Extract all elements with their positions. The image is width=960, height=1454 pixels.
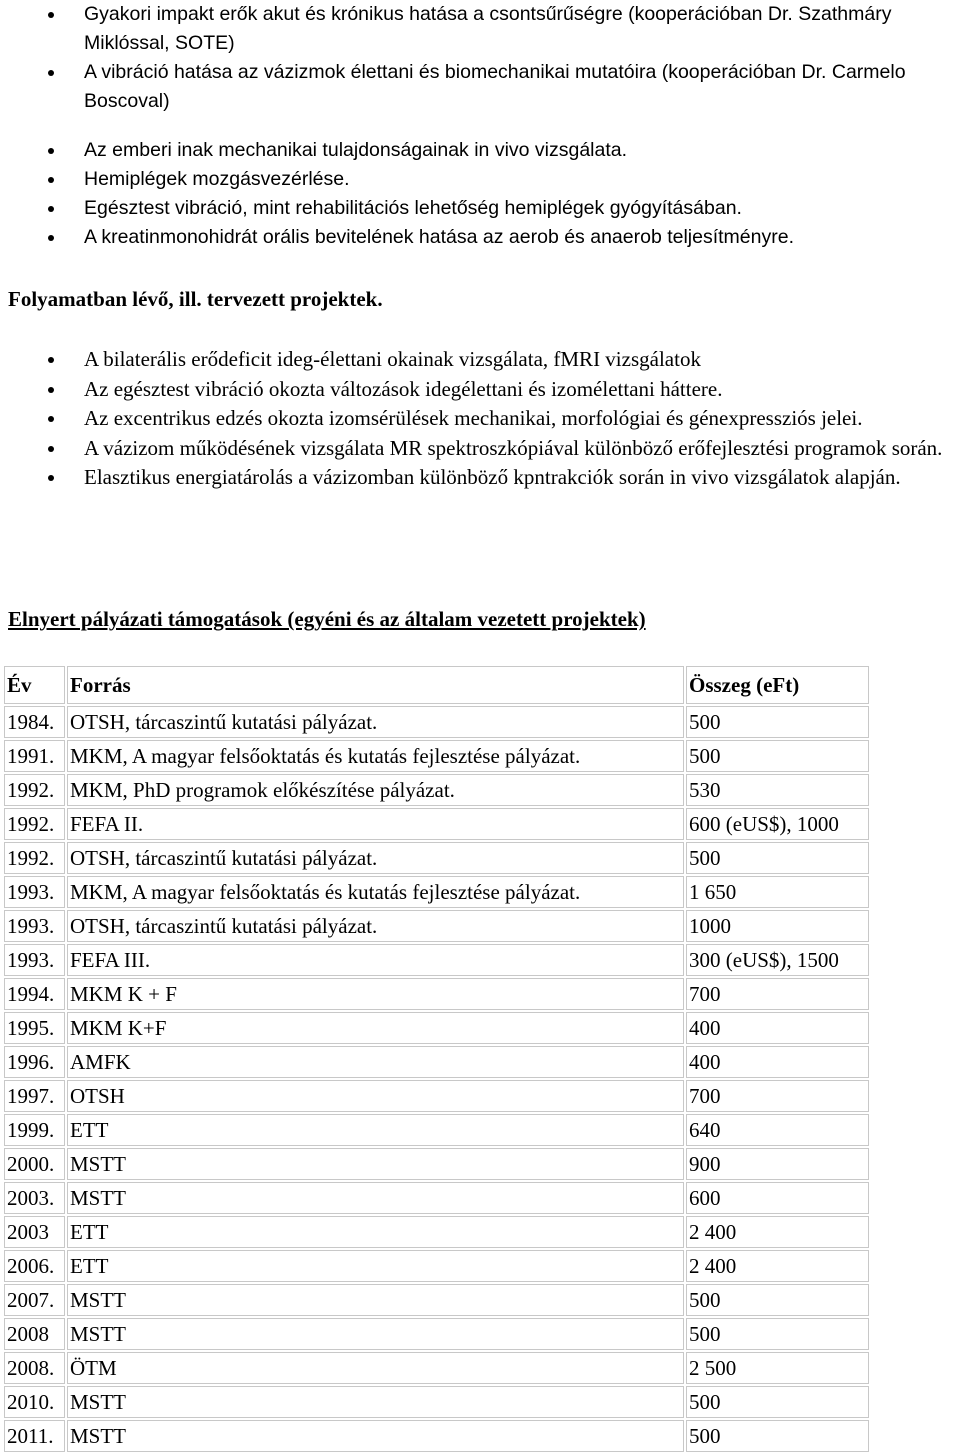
cell-amount: 700 <box>686 978 869 1010</box>
cell-year: 1991. <box>4 740 65 772</box>
cell-year: 1992. <box>4 842 65 874</box>
cell-year: 1996. <box>4 1046 65 1078</box>
cell-year: 1993. <box>4 944 65 976</box>
cell-year: 2011. <box>4 1420 65 1452</box>
cell-source: ÖTM <box>67 1352 684 1384</box>
cell-source: MKM, A magyar felsőoktatás és kutatás fejlesztése pályázat. <box>67 740 684 772</box>
header-amount: Összeg (eFt) <box>686 666 869 704</box>
table-row <box>4 1012 869 1044</box>
cell-source: MSTT <box>67 1148 684 1180</box>
cell-year: 1997. <box>4 1080 65 1112</box>
cell-year: 1992. <box>4 808 65 840</box>
cell-source: MSTT <box>67 1420 684 1452</box>
bullet-icon <box>48 70 54 76</box>
cell-source: OTSH, tárcaszintű kutatási pályázat. <box>67 910 684 942</box>
bullet-icon <box>48 475 54 481</box>
cell-source: OTSH, tárcaszintű kutatási pályázat. <box>67 842 684 874</box>
table-row <box>4 1420 869 1452</box>
bullet-icon <box>48 206 54 212</box>
cell-source: ETT <box>67 1216 684 1248</box>
bullet-icon <box>48 235 54 241</box>
cell-amount: 400 <box>686 1046 869 1078</box>
cell-year: 1994. <box>4 978 65 1010</box>
cell-amount: 530 <box>686 774 869 806</box>
section-heading-grants: Elnyert pályázati támogatások (egyéni és az általam vezetett projektek) <box>8 607 646 631</box>
cell-year: 1999. <box>4 1114 65 1146</box>
cell-year: 1984. <box>4 706 65 738</box>
cell-year: 2010. <box>4 1386 65 1418</box>
list-item: Az egésztest vibráció okozta változások idegélettani és izomélettani háttere. <box>0 375 950 405</box>
cell-amount: 1000 <box>686 910 869 942</box>
list-item: A vázizom működésének vizsgálata MR spektroszkópiával különböző erőfejlesztési programok során. <box>0 434 950 464</box>
table-row <box>4 944 869 976</box>
table-row <box>4 876 869 908</box>
cell-year: 1993. <box>4 910 65 942</box>
cell-amount: 2 500 <box>686 1352 869 1384</box>
table-row <box>4 1080 869 1112</box>
grants-table <box>2 664 871 1454</box>
table-row <box>4 740 869 772</box>
table-header-row <box>4 666 869 704</box>
cell-amount: 640 <box>686 1114 869 1146</box>
cell-year: 2003. <box>4 1182 65 1214</box>
cell-source: OTSH <box>67 1080 684 1112</box>
cell-amount: 500 <box>686 1284 869 1316</box>
header-source: Forrás <box>67 666 684 704</box>
cell-source: MSTT <box>67 1318 684 1350</box>
table-row <box>4 1318 869 1350</box>
cell-year: 2008 <box>4 1318 65 1350</box>
cell-year: 2000. <box>4 1148 65 1180</box>
cell-amount: 1 650 <box>686 876 869 908</box>
list-item: A bilaterális erődeficit ideg-élettani okainak vizsgálata, fMRI vizsgálatok <box>0 345 950 375</box>
cell-year: 1993. <box>4 876 65 908</box>
section-heading-ongoing: Folyamatban lévő, ill. tervezett projektek. <box>8 287 383 311</box>
cell-source: MKM K + F <box>67 978 684 1010</box>
table-row <box>4 1352 869 1384</box>
cell-year: 1995. <box>4 1012 65 1044</box>
ongoing-projects-list <box>0 345 950 493</box>
cell-amount: 500 <box>686 1386 869 1418</box>
cell-amount: 400 <box>686 1012 869 1044</box>
table-row <box>4 910 869 942</box>
table-row <box>4 1216 869 1248</box>
cell-amount: 600 <box>686 1182 869 1214</box>
list-item: Elasztikus energiatárolás a vázizomban különböző kpntrakciók során in vivo vizsgálatok alapján. <box>0 463 950 493</box>
table-row <box>4 1148 869 1180</box>
cell-source: OTSH, tárcaszintű kutatási pályázat. <box>67 706 684 738</box>
bullet-icon <box>48 416 54 422</box>
cell-amount: 500 <box>686 706 869 738</box>
table-row <box>4 842 869 874</box>
cell-year: 2003 <box>4 1216 65 1248</box>
cell-amount: 700 <box>686 1080 869 1112</box>
cell-source: MSTT <box>67 1182 684 1214</box>
table-row <box>4 1114 869 1146</box>
list-item: A vibráció hatása az vázizmok élettani és biomechanikai mutatóira (kooperációban Dr. Carmelo Boscoval) <box>0 58 950 116</box>
cell-source: MSTT <box>67 1386 684 1418</box>
list-item: Az excentrikus edzés okozta izomsérülések mechanikai, morfológiai és génexpressziós jelei. <box>0 404 950 434</box>
cell-source: MKM, PhD programok előkészítése pályázat. <box>67 774 684 806</box>
list-item: Egésztest vibráció, mint rehabilitációs lehetőség hemiplégek gyógyításában. <box>0 194 950 223</box>
table-row <box>4 808 869 840</box>
cell-source: AMFK <box>67 1046 684 1078</box>
bullet-icon <box>48 177 54 183</box>
cell-source: MKM K+F <box>67 1012 684 1044</box>
cell-amount: 600 (eUS$), 1000 <box>686 808 869 840</box>
bullet-icon <box>48 148 54 154</box>
cell-source: FEFA II. <box>67 808 684 840</box>
bullet-icon <box>48 446 54 452</box>
table-row <box>4 774 869 806</box>
cell-year: 2006. <box>4 1250 65 1282</box>
cell-amount: 500 <box>686 1318 869 1350</box>
cell-source: MKM, A magyar felsőoktatás és kutatás fejlesztése pályázat. <box>67 876 684 908</box>
cell-year: 1992. <box>4 774 65 806</box>
cell-year: 2008. <box>4 1352 65 1384</box>
table-row <box>4 1250 869 1282</box>
table-row <box>4 1284 869 1316</box>
table-row <box>4 706 869 738</box>
cell-amount: 500 <box>686 842 869 874</box>
bullet-icon <box>48 12 54 18</box>
cell-source: ETT <box>67 1114 684 1146</box>
table-row <box>4 1386 869 1418</box>
list-item: A kreatinmonohidrát orális bevitelének hatása az aerob és anaerob teljesítményre. <box>0 223 950 252</box>
research-list <box>0 0 950 252</box>
table-row <box>4 1046 869 1078</box>
cell-amount: 2 400 <box>686 1250 869 1282</box>
header-year: Év <box>4 666 65 704</box>
cell-source: ETT <box>67 1250 684 1282</box>
cell-source: FEFA III. <box>67 944 684 976</box>
cell-amount: 500 <box>686 740 869 772</box>
list-item: Gyakori impakt erők akut és krónikus hatása a csontsűrűségre (kooperációban Dr. Szathmáry Miklóssal, SOTE) <box>0 0 950 58</box>
cell-source: MSTT <box>67 1284 684 1316</box>
cell-year: 2007. <box>4 1284 65 1316</box>
list-item: Hemiplégek mozgásvezérlése. <box>0 165 950 194</box>
bullet-icon <box>48 357 54 363</box>
grants-table-body <box>4 706 869 1452</box>
cell-amount: 300 (eUS$), 1500 <box>686 944 869 976</box>
list-item: Az emberi inak mechanikai tulajdonságainak in vivo vizsgálata. <box>0 136 950 165</box>
cell-amount: 900 <box>686 1148 869 1180</box>
table-row <box>4 1182 869 1214</box>
bullet-icon <box>48 387 54 393</box>
cell-amount: 2 400 <box>686 1216 869 1248</box>
cell-amount: 500 <box>686 1420 869 1452</box>
table-row <box>4 978 869 1010</box>
